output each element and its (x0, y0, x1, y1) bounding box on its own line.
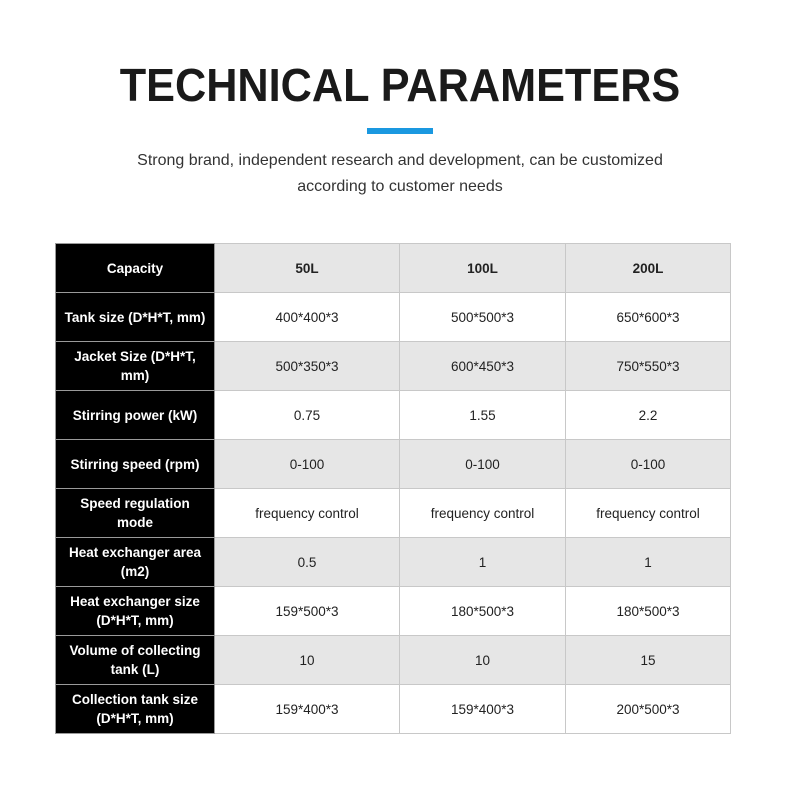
table-cell: 180*500*3 (400, 587, 566, 636)
table-cell: 600*450*3 (400, 342, 566, 391)
table-row (56, 440, 731, 489)
table-row (56, 342, 731, 391)
table-cell: 0-100 (400, 440, 566, 489)
table-header-row (56, 244, 731, 293)
table-cell: frequency control (400, 489, 566, 538)
title-accent-bar (367, 128, 433, 134)
table-cell: 500*350*3 (215, 342, 400, 391)
table-cell: 2.2 (566, 391, 731, 440)
table-row (56, 685, 731, 734)
table-cell: 159*400*3 (215, 685, 400, 734)
row-label: Heat exchanger size (D*H*T, mm) (56, 587, 215, 636)
table-cell: 159*500*3 (215, 587, 400, 636)
table-row (56, 489, 731, 538)
row-label: Speed regulation mode (56, 489, 215, 538)
table-cell: 15 (566, 636, 731, 685)
column-header-capacity: Capacity (56, 244, 215, 293)
table-cell: 1 (400, 538, 566, 587)
table-row (56, 636, 731, 685)
table-cell: 0.75 (215, 391, 400, 440)
table-cell: 180*500*3 (566, 587, 731, 636)
row-label: Volume of collecting tank (L) (56, 636, 215, 685)
parameters-table (55, 243, 731, 734)
table-cell: frequency control (215, 489, 400, 538)
table-row (56, 293, 731, 342)
table-row (56, 587, 731, 636)
table-row (56, 391, 731, 440)
row-label: Jacket Size (D*H*T, mm) (56, 342, 215, 391)
table-cell: 500*500*3 (400, 293, 566, 342)
row-label: Stirring speed (rpm) (56, 440, 215, 489)
column-header-200l: 200L (566, 244, 731, 293)
table-cell: 10 (400, 636, 566, 685)
subtitle-line-2: according to customer needs (297, 178, 503, 195)
table-cell: 650*600*3 (566, 293, 731, 342)
column-header-50l: 50L (215, 244, 400, 293)
page-title: TECHNICAL PARAMETERS (119, 59, 681, 111)
table-cell: 10 (215, 636, 400, 685)
table-cell: frequency control (566, 489, 731, 538)
table-cell: 200*500*3 (566, 685, 731, 734)
table-cell: 159*400*3 (400, 685, 566, 734)
table-cell: 1.55 (400, 391, 566, 440)
row-label: Collection tank size (D*H*T, mm) (56, 685, 215, 734)
row-label: Heat exchanger area (m2) (56, 538, 215, 587)
table-cell: 750*550*3 (566, 342, 731, 391)
table-cell: 400*400*3 (215, 293, 400, 342)
table-cell: 0.5 (215, 538, 400, 587)
table-row (56, 538, 731, 587)
row-label: Stirring power (kW) (56, 391, 215, 440)
row-label: Tank size (D*H*T, mm) (56, 293, 215, 342)
table-cell: 1 (566, 538, 731, 587)
subtitle-line-1: Strong brand, independent research and development, can be customized (137, 152, 663, 169)
column-header-100l: 100L (400, 244, 566, 293)
table-cell: 0-100 (566, 440, 731, 489)
page-subtitle (100, 148, 700, 200)
table-cell: 0-100 (215, 440, 400, 489)
